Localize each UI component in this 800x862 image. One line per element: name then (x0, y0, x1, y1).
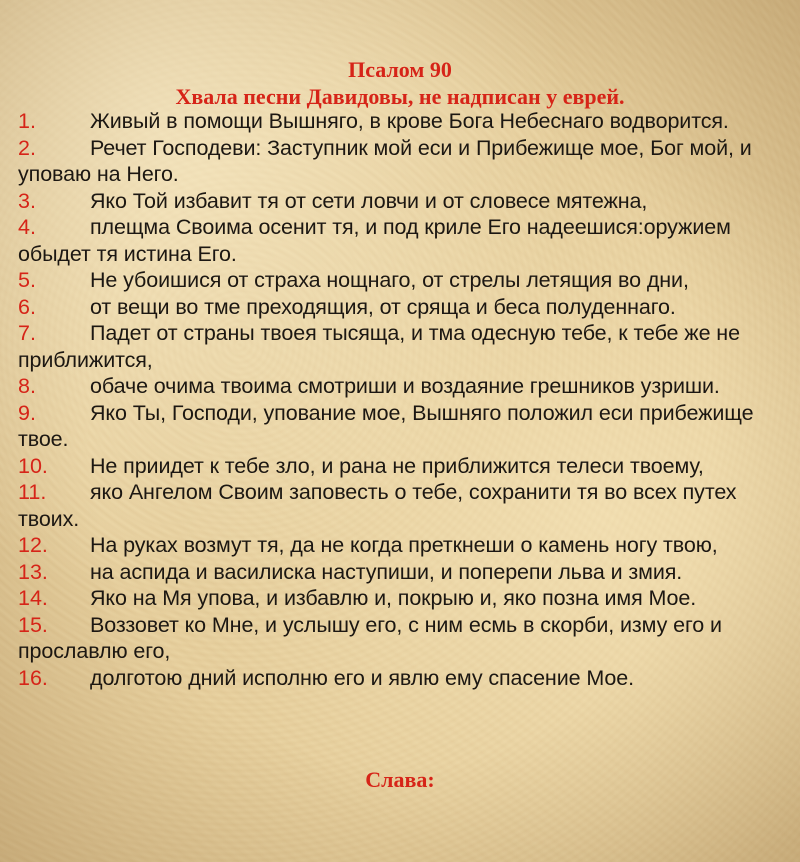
verse-number: 16. (18, 665, 48, 690)
verse-number: 7. (18, 321, 36, 345)
verse-12 (18, 532, 788, 559)
verse-6 (18, 294, 788, 321)
verse-13 (18, 559, 788, 586)
verse-text: Падет от страны твоея тысяща, и тма одесную тебе, к тебе же не приближится, (18, 321, 740, 372)
verse-text: На руках возмут тя, да не когда преткнеши о камень ногу твою, (90, 533, 718, 557)
verse-number: 10. (18, 453, 48, 478)
verse-text: яко Ангелом Своим заповесть о тебе, сохранити тя во всех путех твоих. (18, 480, 737, 531)
verse-text: обаче очима твоима смотриши и воздаяние грешников узриши. (90, 374, 720, 398)
verse-10 (18, 453, 788, 480)
verse-number: 15. (18, 612, 48, 637)
verse-text: Яко на Мя упова, и избавлю и, покрыю и, яко позна имя Мое. (90, 586, 697, 610)
verse-text: Живый в помощи Вышняго, в крове Бога Небеснаго водворится. (90, 109, 729, 133)
psalm-title: Псалом 90 (348, 57, 452, 82)
verse-5 (18, 267, 788, 294)
verse-text: от вещи во тме преходящия, от сряща и беса полуденнаго. (90, 294, 676, 319)
verse-9 (18, 400, 788, 453)
verse-2 (18, 135, 788, 188)
verse-14 (18, 585, 788, 612)
verse-7 (18, 320, 788, 373)
verse-number: 14. (18, 586, 48, 610)
verse-3 (18, 188, 788, 215)
verse-number: 12. (18, 533, 48, 557)
glory-label: Слава: (365, 767, 435, 792)
verse-1 (18, 108, 788, 135)
verse-number: 11. (18, 480, 47, 504)
verse-number: 5. (18, 268, 36, 292)
verse-text: Не убоишися от страха нощнаго, от стрелы летящия во дни, (90, 268, 689, 292)
verse-number: 3. (18, 188, 36, 213)
verse-text: Яко Той избавит тя от сети ловчи и от словесе мятежна, (90, 188, 648, 213)
verse-15 (18, 612, 788, 665)
verse-text: Воззовет ко Мне, и услышу его, с ним есмь в скорби, изму его и прославлю его, (18, 612, 722, 663)
verse-number: 8. (18, 374, 36, 398)
verse-text: Речет Господеви: Заступник мой еси и Прибежище мое, Бог мой, и уповаю на Него. (18, 135, 752, 186)
verse-list (18, 108, 788, 691)
verse-11 (18, 479, 788, 532)
verse-number: 6. (18, 294, 36, 319)
verse-16 (18, 665, 788, 692)
verse-text: на аспида и василиска наступиши, и поперепи льва и змия. (90, 559, 683, 584)
verse-8 (18, 373, 788, 400)
verse-text: Не приидет к тебе зло, и рана не приближится телеси твоему, (90, 453, 704, 478)
psalm-subtitle: Хвала песни Давидовы, не надписан у еврей. (175, 84, 625, 109)
verse-number: 4. (18, 215, 36, 239)
verse-text: Яко Ты, Господи, упование мое, Вышняго положил еси прибежище твое. (18, 400, 754, 451)
verse-number: 9. (18, 400, 36, 425)
verse-4 (18, 214, 788, 267)
verse-number: 13. (18, 559, 48, 584)
verse-number: 2. (18, 135, 36, 160)
verse-text: плещма Своима осенит тя, и под криле Его надеешися:оружием обыдет тя истина Его. (18, 215, 731, 266)
verse-text: долготою дний исполню его и явлю ему спасение Мое. (90, 665, 634, 690)
verse-number: 1. (18, 109, 36, 133)
